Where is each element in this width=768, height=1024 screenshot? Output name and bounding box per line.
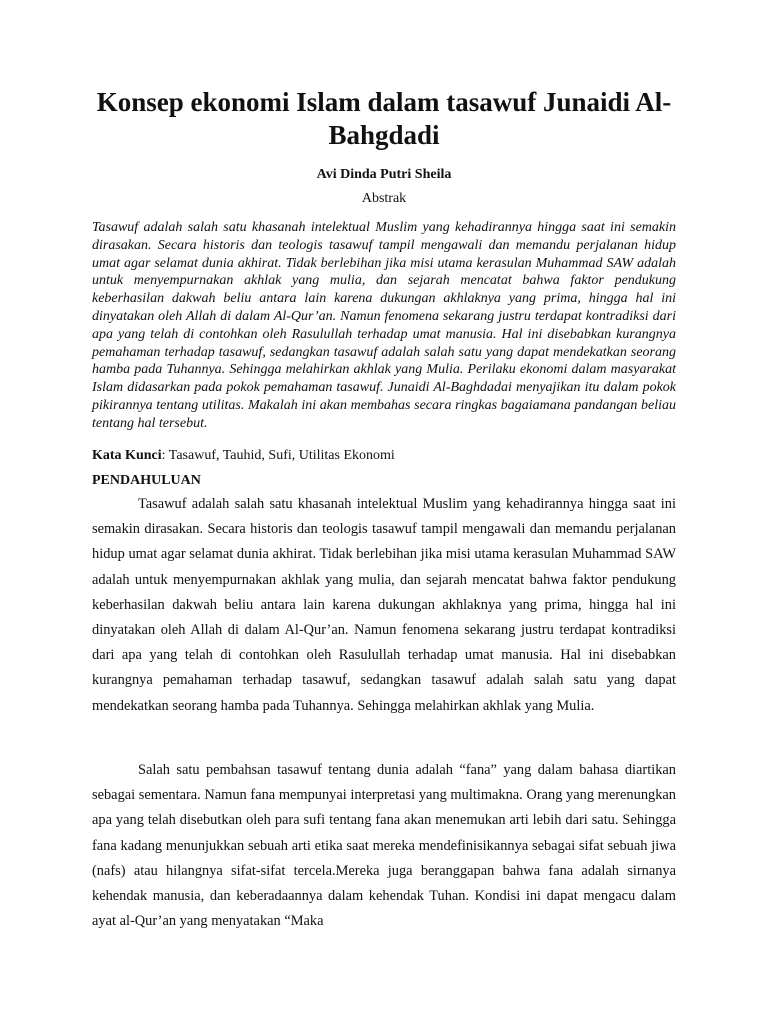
body-paragraph: Salah satu pembahsan tasawuf tentang dunia adalah “fana” yang dalam bahasa diartikan sebagai sementara. Namun fana mempunyai interpretasi yang multimakna. Orang yang merenungkan apa yang telah disebutkan oleh para sufi tentang fana akan menemukan arti lebih dari satu. Sehingga fana kadang menunjukkan sebuah arti etika saat mereka mendefinisikannya sebagai sifat sebuah jiwa (nafs) atau hilangnya sifat-sifat tercela.Mereka juga beranggapan bahwa fana adalah sirnanya kehendak manusia, dan keberadaannya dalam kehendak Tuhan. Kondisi ini dapat mengacu dalam ayat al-Qur’an yang menyatakan “Maka	[92, 762, 676, 930]
abstract-text: Tasawuf adalah salah satu khasanah intelektual Muslim yang kehadirannya hingga saat ini semakin dirasakan. Secara historis dan teologis tasawuf tampil mengawali dan memandu perjalanan hidup umat agar selamat dunia akhirat. Tidak berlebihan jika misi utama kerasulan Muhammad SAW adalah untuk menyempurnakan akhlak yang mulia, dan sejarah mencatat bahwa faktor pendukung keberhasilan dakwah beliu antara lain karena dukungan akhlaknya yang prima, hingga hal ini dinyatakan oleh Allah di dalam Al-Qur’an. Namun fenomena sekarang justru terdapat kontradiksi dari apa yang telah di contohkan oleh Rasulullah terhadap umat manusia. Hal ini disebabkan kurangnya pemahaman terhadap tasawuf, sedangkan tasawuf adalah salah satu yang dapat mendekatkan seorang hamba pada Tuhannya. Sehingga melahirkan akhlak yang Mulia. Perilaku ekonomi dalam masyarakat Islam didasarkan pada pokok pemahaman tasawuf. Junaidi Al-Baghdadai menyajikan itu dalam pokok pikirannya tentang utilitas. Makalah ini akan membahas secara ringkas bagaiamana pandangan beliau tentang hal tersebut.	[92, 220, 676, 431]
keywords-line	[92, 447, 676, 464]
section-heading: PENDAHULUAN	[92, 473, 201, 488]
keywords-text: : Tasawuf, Tauhid, Sufi, Utilitas Ekonomi	[161, 448, 395, 463]
author-name: Avi Dinda Putri Sheila	[316, 167, 452, 182]
document-page	[92, 0, 676, 1024]
body-paragraph: Tasawuf adalah salah satu khasanah intelektual Muslim yang kehadirannya hingga saat ini semakin dirasakan. Secara historis dan teologis tasawuf tampil mengawali dan memandu perjalanan hidup umat agar selamat dunia akhirat. Tidak berlebihan jika misi utama kerasulan Muhammad SAW adalah untuk menyempurnakan akhlak yang mulia, dan sejarah mencatat bahwa faktor pendukung keberhasilan dakwah beliu antara lain karena dukungan akhlaknya yang prima, hingga hal ini dinyatakan oleh Allah di dalam Al-Qur’an. Namun fenomena sekarang justru terdapat kontradiksi dari apa yang telah di contohkan oleh Rasulullah terhadap umat manusia. Hal ini disebabkan kurangnya pemahaman terhadap tasawuf, sedangkan tasawuf adalah salah satu yang dapat mendekatkan seorang hamba pada Tuhannya. Sehingga melahirkan akhlak yang Mulia.	[92, 496, 676, 714]
keywords-label: Kata Kunci	[92, 448, 162, 463]
abstract-heading: Abstrak	[361, 191, 407, 206]
paper-title: Konsep ekonomi Islam dalam tasawuf Junaidi Al-Bahgdadi	[96, 87, 672, 150]
